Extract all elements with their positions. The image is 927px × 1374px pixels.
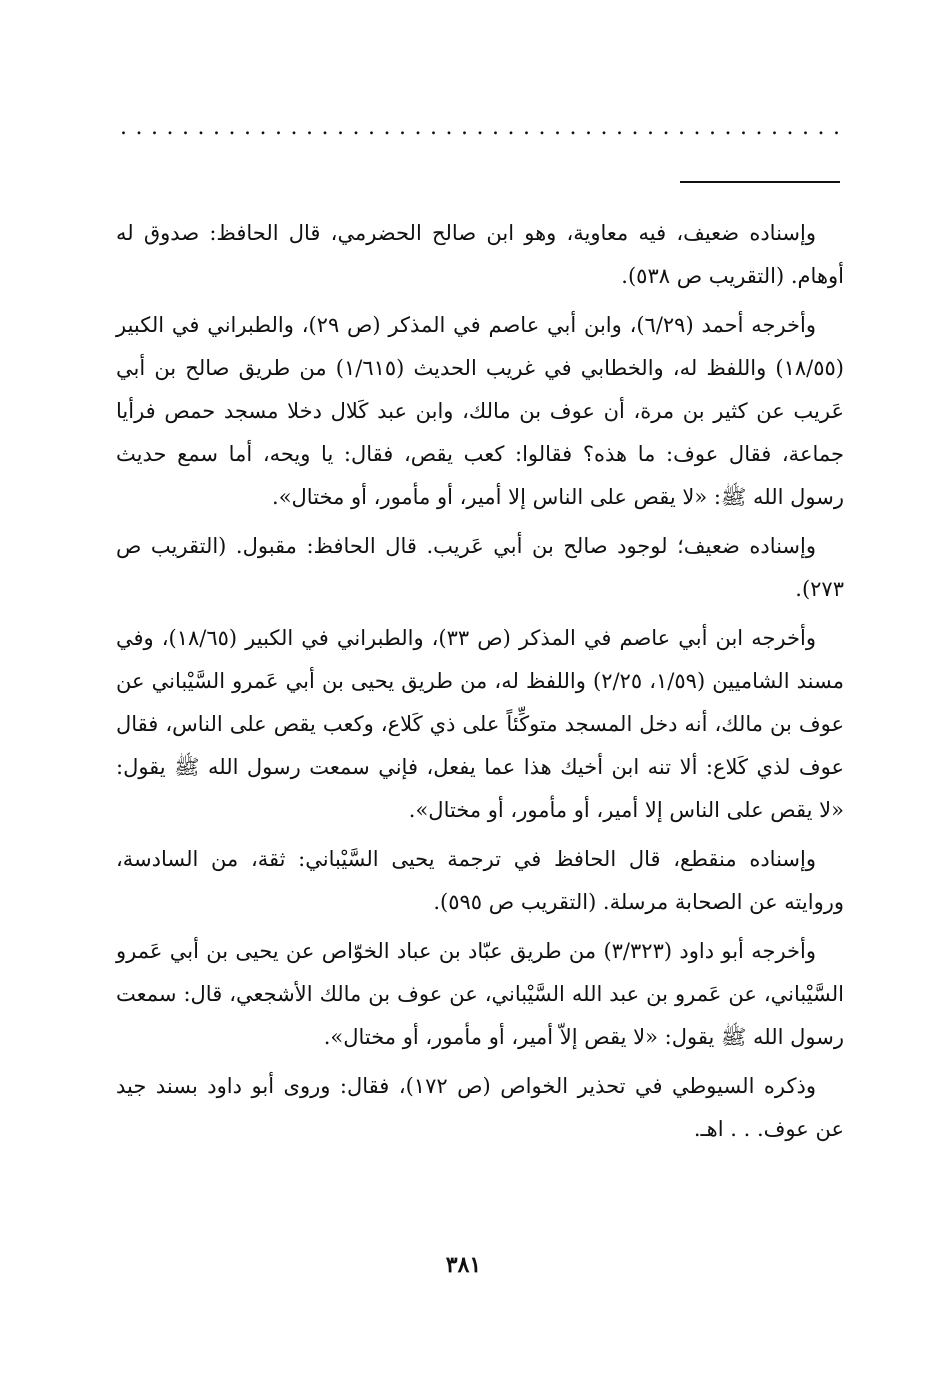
dotted-separator: . . . . . . . . . . . . . . . . . . . . . . . . . . . . . . . . . . . . . . . . . . . . . . .: [120, 118, 840, 138]
footnote-body: [116, 212, 844, 1157]
paragraph-5: وإسناده منقطع، قال الحافظ في ترجمة يحيى السَّيْباني: ثقة، من السادسة، وروايته عن الصحابة مرسلة. (التقريب ص ٥٩٥).: [116, 847, 844, 914]
paragraph-6: وأخرجه أبو داود (٣/٣٢٣) من طريق عبّاد بن عباد الخوّاص عن يحيى بن أبي عَمرو السَّيْباني، عن عَمرو بن عبد الله السَّيْباني، عن عوف بن مالك الأشجعي، قال: سمعت رسول الله ﷺ يقول: «لا يقص إلاّ أمير، أو مأمور، أو مختال».: [116, 939, 844, 1049]
paragraph-2: وأخرجه أحمد (٦/٢٩)، وابن أبي عاصم في المذكر (ص ٢٩)، والطبراني في الكبير (١٨/٥٥) واللفظ له، والخطابي في غريب الحديث (١/٦١٥) من طريق صالح بن أبي عَريب عن كثير بن مرة، أن عوف بن مالك، وابن عبد كَلال دخلا مسجد حمص فرأيا جماعة، فقال عوف: ما هذه؟ فقالوا: كعب يقص، فقال: يا ويحه، أما سمع حديث رسول الله ﷺ: «لا يقص على الناس إلا أمير، أو مأمور، أو مختال».: [116, 313, 844, 509]
paragraph-3: وإسناده ضعيف؛ لوجود صالح بن أبي عَريب. قال الحافظ: مقبول. (التقريب ص ٢٧٣).: [116, 534, 844, 601]
footnote-rule: [680, 181, 840, 183]
paragraph-4: وأخرجه ابن أبي عاصم في المذكر (ص ٣٣)، والطبراني في الكبير (١٨/٦٥)، وفي مسند الشاميين (١/٥٩، ٢/٢٥) واللفظ له، من طريق يحيى بن أبي عَمرو السَّيْباني عن عوف بن مالك، أنه دخل المسجد متوكِّئاً على ذي كَلاع، وكعب يقص على الناس، فقال عوف لذي كَلاع: ألا تنه ابن أخيك هذا عما يفعل، فإني سمعت رسول الله ﷺ يقول: «لا يقص على الناس إلا أمير، أو مأمور، أو مختال».: [116, 626, 844, 822]
paragraph-1: وإسناده ضعيف، فيه معاوية، وهو ابن صالح الحضرمي، قال الحافظ: صدوق له أوهام. (التقريب ص ٥٣٨).: [116, 221, 844, 288]
page-number: ٣٨١: [445, 1252, 482, 1278]
paragraph-7: وذكره السيوطي في تحذير الخواص (ص ١٧٢)، فقال: وروى أبو داود بسند جيد عن عوف. . . اهـ.: [116, 1074, 844, 1141]
